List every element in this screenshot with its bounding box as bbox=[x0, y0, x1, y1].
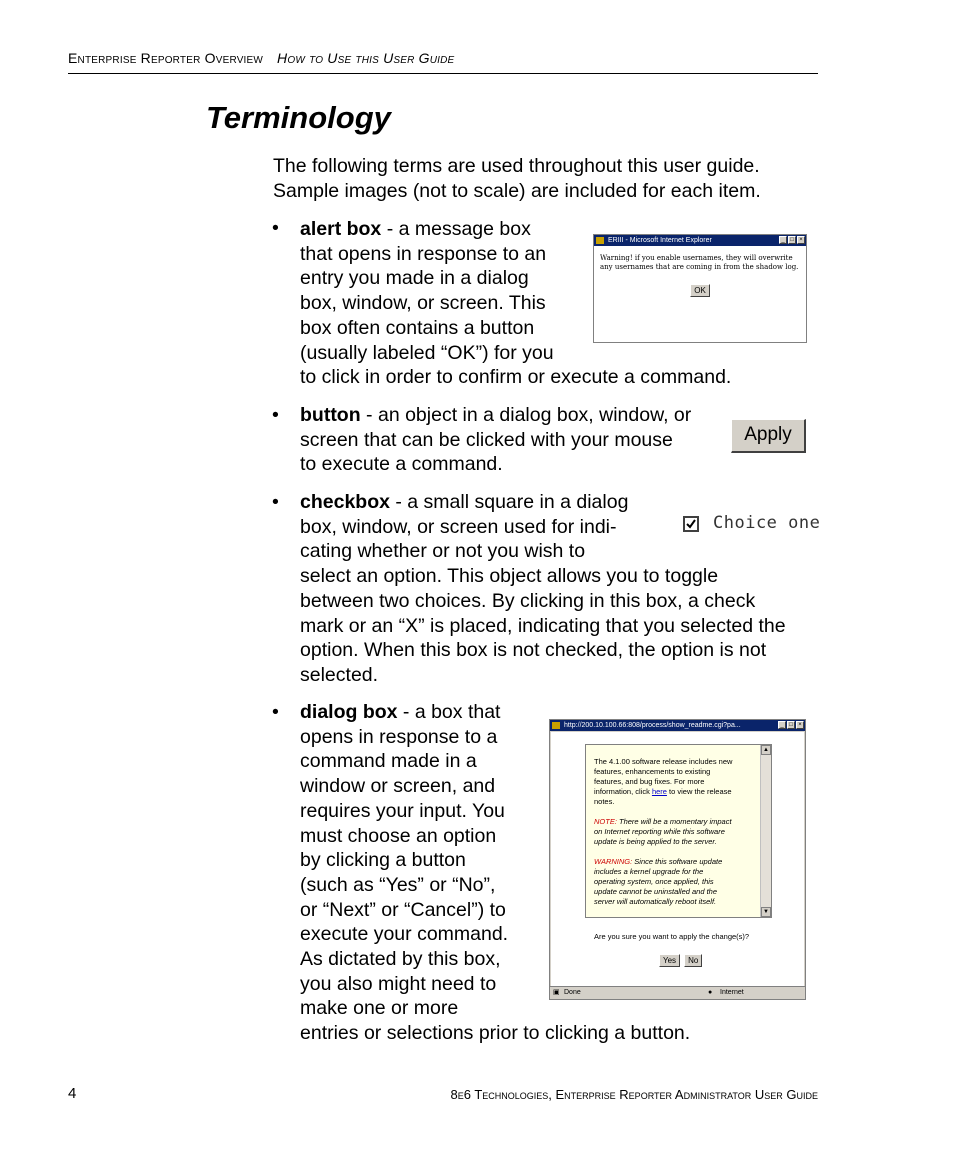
alert-title-bar: ERIII - Microsoft Internet Explorer _ □ × bbox=[594, 235, 806, 246]
dialog-content bbox=[551, 732, 804, 987]
scrollbar[interactable] bbox=[760, 745, 771, 917]
ok-button[interactable]: OK bbox=[690, 284, 710, 297]
term-alert-box: alert box - a message box that opens in response to an entry you made in a dialog box, window, or screen. This box often contains a button (usually labeled “OK”) for you to click in order to confirm or execute a command. bbox=[300, 218, 732, 389]
dialog-title-bar: http://200.10.100.66:808/process/show_readme.cgi?pa... _ □ × bbox=[550, 720, 805, 731]
minimize-icon[interactable]: _ bbox=[778, 721, 786, 729]
intro-line: Sample images (not to scale) are included for each item. bbox=[273, 179, 761, 202]
warning-label: WARNING: bbox=[594, 857, 633, 866]
maximize-icon[interactable]: □ bbox=[787, 721, 795, 729]
footer-title: 8e6 Technologies, Enterprise Reporter Administrator User Guide bbox=[450, 1087, 818, 1102]
section-title: Terminology bbox=[206, 100, 391, 135]
release-notes-link[interactable]: here bbox=[651, 787, 667, 796]
note-label: NOTE: bbox=[594, 817, 617, 826]
release-notes-text: The 4.1.00 software release includes new features, enhancements to existing features, and bug fixes. For more information, click here to view the release notes. NOTE: There will be a momentary impact on Internet reporting while this software update is being applied to the server. WARNING: Since this software update includes a kernel upgrade for the operating system, once applied, this update cannot be uninstalled and the server will automatically reboot itself. bbox=[594, 757, 733, 906]
bullet: • bbox=[272, 701, 279, 723]
term-label: alert box bbox=[300, 218, 382, 240]
internet-zone-icon: ● bbox=[708, 989, 713, 996]
term-label: checkbox bbox=[300, 491, 390, 513]
alert-message: Warning! if you enable usernames, they will overwrite any usernames that are coming in from the shadow log. bbox=[600, 254, 799, 271]
yes-button[interactable]: Yes bbox=[659, 954, 680, 967]
intro-line: The following terms are used throughout this user guide. bbox=[273, 155, 760, 177]
confirm-question: Are you sure you want to apply the change(s)? bbox=[594, 932, 750, 941]
browser-icon bbox=[552, 722, 560, 729]
maximize-icon[interactable]: □ bbox=[788, 236, 796, 244]
term-dialog-box: dialog box - a box that opens in response to a command made in a window or screen, and requires your input. You must choose an option by clicking a button (such as “Yes” or “No”, or “Next” or “Cancel”) to execute your command. As dictated by this box, you also might need to make one or more entries or selections prior to clicking a button. bbox=[300, 701, 691, 1045]
term-button: button - an object in a dialog box, window, or screen that can be clicked with your mouse to execute a command. bbox=[300, 404, 692, 476]
term-label: dialog box bbox=[300, 701, 398, 723]
running-header bbox=[68, 50, 454, 66]
close-icon[interactable]: × bbox=[797, 236, 805, 244]
apply-button-sample[interactable]: Apply bbox=[731, 419, 806, 453]
page-icon: ▣ bbox=[553, 989, 560, 996]
checkbox-label: Choice one bbox=[713, 513, 821, 533]
header-section: How to Use this User Guide bbox=[277, 50, 455, 66]
zone-text: Internet bbox=[720, 989, 744, 996]
bullet: • bbox=[272, 217, 279, 239]
scroll-up-icon[interactable]: ▲ bbox=[761, 745, 771, 755]
page-number: 4 bbox=[68, 1085, 77, 1102]
browser-icon bbox=[596, 237, 604, 244]
check-mark-icon bbox=[685, 518, 697, 530]
alert-box-sample bbox=[593, 234, 807, 343]
header-rule bbox=[68, 73, 818, 74]
minimize-icon[interactable]: _ bbox=[779, 236, 787, 244]
status-bar bbox=[550, 986, 805, 999]
header-chapter: Enterprise Reporter Overview bbox=[68, 50, 264, 66]
bullet: • bbox=[272, 491, 279, 513]
status-text: Done bbox=[564, 989, 581, 996]
intro-paragraph bbox=[273, 154, 761, 203]
bullet: • bbox=[272, 404, 279, 426]
release-notes-panel bbox=[585, 744, 772, 918]
dialog-box-sample bbox=[549, 719, 806, 1000]
term-checkbox: checkbox - a small square in a dialog box, window, or screen used for indi- cating whether or not you wish to select an option. This object allows you to toggle between two choices. By clicking in this box, a check mark or an “X” is placed, indicating that you selected the option. When this box is not checked, the option is not selected. bbox=[300, 491, 786, 686]
term-label: button bbox=[300, 404, 361, 426]
close-icon[interactable]: × bbox=[796, 721, 804, 729]
no-button[interactable]: No bbox=[684, 954, 702, 967]
scroll-down-icon[interactable]: ▼ bbox=[761, 907, 771, 917]
checkbox-sample[interactable] bbox=[683, 516, 699, 532]
